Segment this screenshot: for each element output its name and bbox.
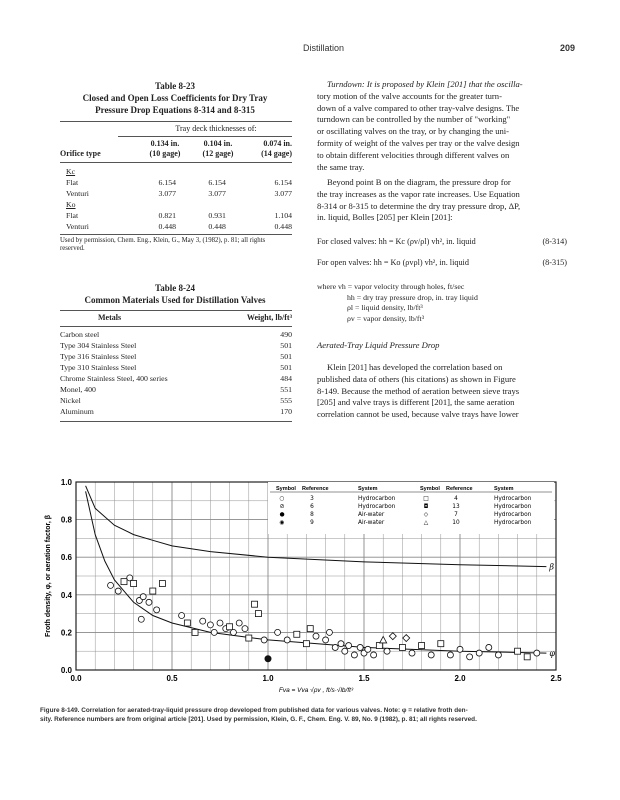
legend-cell: Air-water: [358, 512, 385, 518]
legend-cell: ○: [279, 496, 285, 502]
data-point: [150, 588, 156, 594]
data-point: [207, 622, 213, 628]
data-point: [342, 648, 348, 654]
legend-cell: ◘: [423, 504, 429, 510]
data-point: [346, 643, 352, 649]
data-point: [275, 629, 281, 635]
data-point: [230, 629, 236, 635]
data-point: [121, 579, 127, 585]
data-point: [438, 641, 444, 647]
paragraph-klein-correlation: Klein [201] has developed the correlation based on published data of others (his citations) as shown in Figure 8-149. Because the method of aeration between sieve trays [205] and valve trays is different [201], the same aeration correlation cannot be used, because valve trays have lower: [317, 362, 520, 420]
data-point: [524, 654, 530, 660]
data-point: [159, 581, 165, 587]
table-row: Chrome Stainless Steel, 400 series 484: [60, 374, 292, 383]
data-point: [154, 607, 160, 613]
table-8-23-title: Table 8-23 Closed and Open Loss Coefficients for Dry Tray Pressure Drop Equations 8-314 and 8-315: [82, 81, 268, 115]
y-tick-label: 0.6: [60, 553, 72, 563]
figure-8-149-chart: [40, 470, 580, 695]
data-point: [351, 652, 357, 658]
equation-8-315: For open valves: hh = Ko (ρvρl) vh², in. liquid (8-315): [317, 258, 567, 267]
data-point: [428, 652, 434, 658]
data-point: [476, 650, 482, 656]
data-point: [332, 644, 338, 650]
y-tick-label: 0.0: [60, 666, 72, 675]
data-point: [140, 594, 146, 600]
table-row: Type 304 Stainless Steel 501: [60, 341, 292, 350]
legend-cell: 6: [310, 504, 314, 510]
y-tick-label: 1.0: [60, 478, 72, 487]
equation-8-314: For closed valves: hh = Kc (ρv/ρl) vh², in. liquid (8-314): [317, 237, 567, 246]
x-tick-label: 2.0: [454, 674, 466, 683]
data-point: [313, 633, 319, 639]
data-point: [389, 633, 396, 640]
legend-cell: 3: [310, 496, 314, 502]
paragraph-turndown: Turndown: It is proposed by Klein [201] that the oscilla- tory motion of the valve accounts for the greater turn- down of a valve compared to other tray-valve designs. The turndown can be controlled by the number of "working" or oscillating valves on the tray, or by changing the uni- formity of weight of the valves per tray or the valve design to obtain different velocities through different valves on the same tray.: [317, 79, 523, 172]
data-point: [192, 629, 198, 635]
legend-cell: ⊘: [279, 504, 285, 510]
legend-cell: 4: [454, 496, 458, 502]
data-point: [515, 648, 521, 654]
table-8-23-body: Kc Flat 6.154 6.154 6.154 Venturi 3.077 3.077 3.077 Ko Flat 0.821 0.931 1.104 Venturi 0.448 0.448 0.448: [66, 167, 292, 231]
data-point: [179, 612, 185, 618]
data-point: [265, 656, 271, 662]
data-point: [138, 616, 144, 622]
data-point: [227, 624, 233, 630]
y-tick-label: 0.2: [60, 628, 72, 638]
curve-label: φ: [549, 649, 556, 659]
legend-cell: Hydrocarbon: [494, 512, 532, 518]
x-tick-label: 2.5: [550, 674, 562, 683]
data-point: [255, 611, 261, 617]
x-tick-label: 1.0: [262, 674, 274, 683]
legend-cell: Hydrocarbon: [494, 504, 532, 510]
paragraph-pressure-drop: Beyond point B on the diagram, the pressure drop for the tray increases as the vapor rate increases. Use Equation 8-314 or 8-315 to determine the dry tray pressure drop, ΔP, in. liquid, Bolles [205] per Klein [201]:: [317, 177, 521, 223]
data-point: [357, 644, 363, 650]
data-point: [146, 599, 152, 605]
legend-cell: 7: [454, 512, 458, 518]
legend-cell: Hydrocarbon: [358, 496, 396, 502]
data-point: [371, 652, 377, 658]
data-point: [242, 626, 248, 632]
data-point: [115, 588, 121, 594]
legend-header: System: [358, 486, 378, 492]
x-tick-label: 0.5: [166, 674, 178, 683]
data-point: [467, 654, 473, 660]
data-point: [495, 652, 501, 658]
data-point: [261, 637, 267, 643]
legend-cell: 13: [452, 504, 460, 510]
x-tick-label: 0.0: [70, 674, 82, 683]
table-row: Aluminum 170: [60, 407, 292, 416]
data-point: [486, 644, 492, 650]
data-point: [323, 637, 329, 643]
legend-cell: 8: [310, 512, 314, 518]
data-point: [246, 635, 252, 641]
table-row: Type 310 Stainless Steel 501: [60, 363, 292, 372]
legend-cell: Hydrocarbon: [494, 496, 532, 502]
data-point: [303, 641, 309, 647]
legend-cell: 9: [310, 520, 314, 526]
table-8-24-body: [60, 329, 292, 417]
data-point: [184, 620, 190, 626]
table-row: Carbon steel 490: [60, 330, 292, 339]
legend-cell: ◇: [423, 512, 429, 518]
data-point: [108, 582, 114, 588]
data-point: [534, 650, 540, 656]
legend-cell: □: [423, 496, 429, 502]
subheading-aerated-tray: Aerated-Tray Liquid Pressure Drop: [317, 340, 440, 350]
legend-cell: Air-water: [358, 520, 385, 526]
data-point: [294, 631, 300, 637]
legend-header: System: [494, 486, 514, 492]
legend-cell: ●: [279, 512, 285, 518]
data-point: [217, 620, 223, 626]
data-point: [419, 643, 425, 649]
legend-cell: Hydrocarbon: [358, 504, 396, 510]
table-8-23-footnote: Used by permission, Chem. Eng., Klein, G., May 3, (1982), p. 81; all rights reserved.: [60, 237, 266, 253]
table-8-24-header: Metals Weight, lb/ft³: [98, 313, 292, 322]
data-point: [284, 637, 290, 643]
data-point: [457, 646, 463, 652]
data-point: [380, 636, 387, 643]
data-point: [326, 629, 332, 635]
figure-caption: Figure 8-149. Correlation for aerated-tray-liquid pressure drop developed from published data for various valves. Note: φ = relative froth den- sity. Reference numbers are from original article [201]. Used by permission, Klein, G. F., Chem. Eng. V. 89, No. 9 (1982), p. 81; all rights reserved.: [40, 707, 477, 723]
data-point: [236, 620, 242, 626]
table-row: Type 316 Stainless Steel 501: [60, 352, 292, 361]
running-header-title: Distillation: [303, 43, 345, 53]
page-number: 209: [560, 43, 576, 53]
data-point: [127, 575, 133, 581]
curve-label: β: [549, 562, 555, 572]
data-point: [384, 648, 390, 654]
legend-header: Reference: [446, 486, 473, 492]
data-point: [200, 618, 206, 624]
data-point: [376, 643, 382, 649]
legend-header: Symbol: [276, 486, 296, 492]
data-point: [252, 601, 258, 607]
data-point: [307, 626, 313, 632]
legend-header: Reference: [302, 486, 329, 492]
y-axis-label: Froth density, φ, or aeration factor, β: [45, 515, 52, 637]
table-8-24-title: Table 8-24 Common Materials Used for Distillation Valves: [84, 283, 266, 305]
data-point: [399, 644, 405, 650]
legend-header: Symbol: [420, 486, 440, 492]
legend-cell: △: [423, 520, 429, 526]
y-tick-label: 0.8: [60, 515, 72, 525]
data-point: [403, 635, 410, 642]
table-row: Nickel 555: [60, 396, 292, 405]
data-point: [211, 629, 217, 635]
table-row: Monel, 400 551: [60, 385, 292, 394]
where-list: where vh = vapor velocity through holes, ft/sec hh = dry tray pressure drop, in. tray liquid ρl = liquid density, lb/ft³ ρv = vapor density, lb/ft³: [317, 282, 478, 323]
y-tick-label: 0.4: [60, 590, 72, 600]
data-point: [409, 650, 415, 656]
x-tick-label: 1.5: [358, 674, 370, 683]
legend-cell: ◉: [279, 520, 285, 526]
data-point: [447, 652, 453, 658]
table-8-23-group-header: Tray deck thicknesses of:: [175, 124, 257, 133]
legend-cell: 10: [452, 520, 460, 526]
data-point: [365, 646, 371, 652]
legend-cell: Hydrocarbon: [494, 520, 532, 526]
data-point: [338, 641, 344, 647]
data-point: [131, 581, 137, 587]
x-axis-label: Fva = Vva √ρv , ft/s·√lb/ft³: [278, 687, 354, 694]
